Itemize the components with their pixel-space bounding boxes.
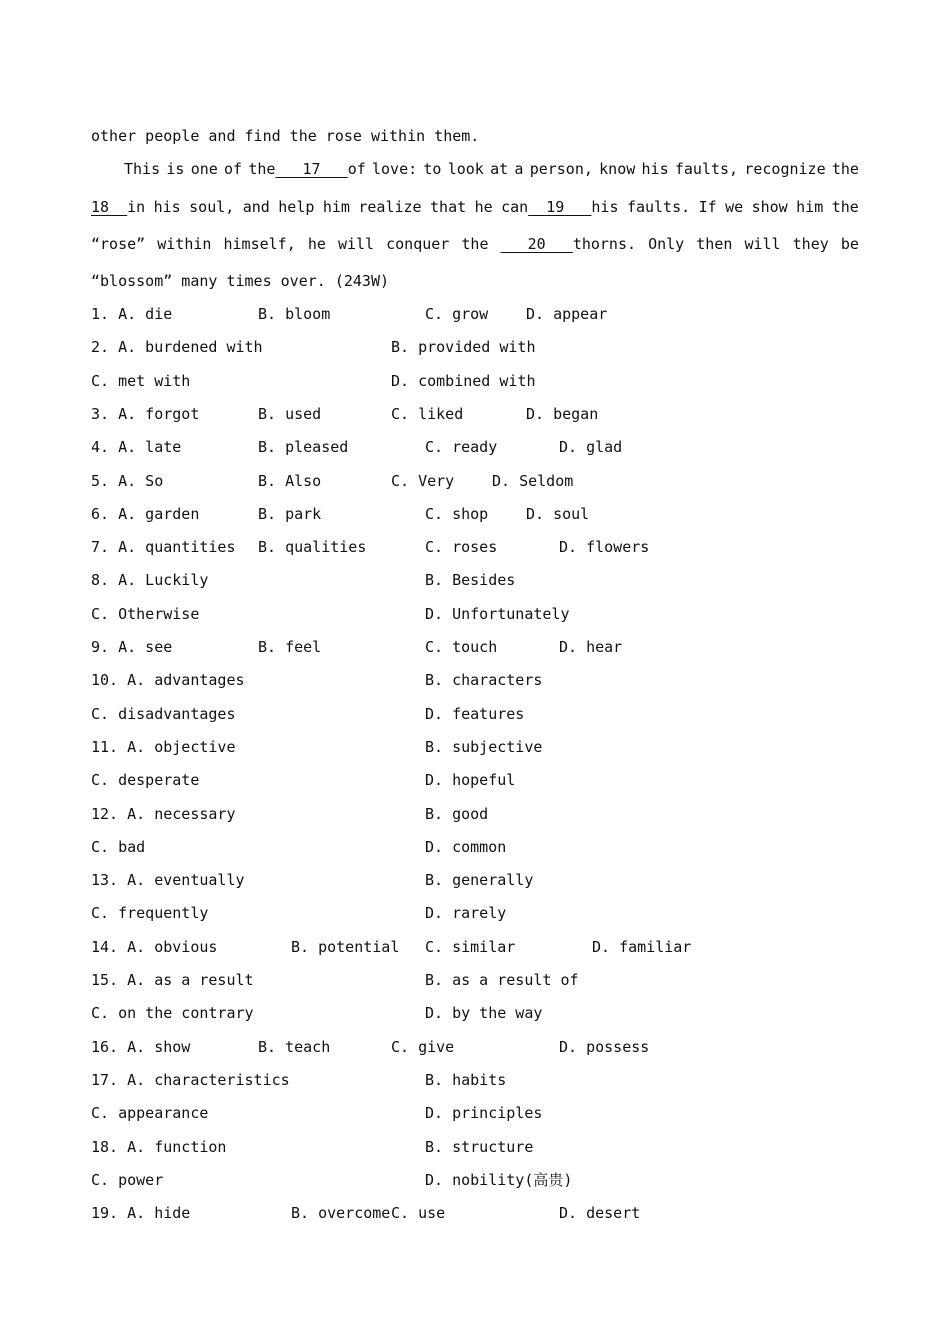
blank-19: 19 <box>528 198 592 216</box>
passage-word: that <box>430 198 467 216</box>
passage-blank-group <box>248 159 365 179</box>
answer-option: D. desert <box>559 1204 641 1222</box>
passage-word: him <box>796 198 824 216</box>
passage-word: we <box>725 198 744 216</box>
answer-option: 12. A. necessary <box>91 805 236 823</box>
answer-option: 5. A. So <box>91 472 164 490</box>
passage-word: person, <box>529 160 593 178</box>
answer-option: B. feel <box>258 638 322 656</box>
answer-option: 1. A. die <box>91 305 173 323</box>
answer-option: 14. A. obvious <box>91 938 218 956</box>
answer-option: D. Unfortunately <box>425 605 570 623</box>
passage-word: of <box>347 160 366 178</box>
answer-option: 9. A. see <box>91 638 173 656</box>
answer-option: B. generally <box>425 871 534 889</box>
passage-word: conquer <box>386 235 450 253</box>
passage-word: Only <box>648 235 685 253</box>
passage-word: his <box>591 198 619 216</box>
passage-word: “rose” <box>91 235 146 253</box>
answer-option: B. pleased <box>258 438 349 456</box>
passage-word: then <box>696 235 733 253</box>
passage-line-0: other people and find the rose within them. <box>91 127 480 145</box>
answer-option: B. bloom <box>258 305 331 323</box>
passage-word: his <box>641 160 669 178</box>
answer-option: B. teach <box>258 1038 331 1056</box>
passage-line-1 <box>124 159 859 179</box>
answer-option: C. disadvantages <box>91 705 236 723</box>
answer-option: B. provided with <box>391 338 536 356</box>
answer-option: D. began <box>526 405 599 423</box>
passage-word: be <box>840 235 859 253</box>
passage-word: recognize <box>744 160 826 178</box>
answer-option: B. characters <box>425 671 543 689</box>
answer-option: C. ready <box>425 438 498 456</box>
answer-option: B. subjective <box>425 738 543 756</box>
answer-option: D. rarely <box>425 904 507 922</box>
answer-option: D. principles <box>425 1104 543 1122</box>
blank-17: 17 <box>275 160 348 178</box>
answer-option: B. as a result of <box>425 971 579 989</box>
answer-option: D. possess <box>559 1038 650 1056</box>
answer-option: C. roses <box>425 538 498 556</box>
answer-option: C. met with <box>91 372 191 390</box>
answer-option: 17. A. characteristics <box>91 1071 290 1089</box>
answer-option: B. structure <box>425 1138 534 1156</box>
answer-option: C. touch <box>425 638 498 656</box>
answer-option: D. soul <box>526 505 590 523</box>
answer-option: D. common <box>425 838 507 856</box>
passage-line-3 <box>91 234 859 254</box>
passage-word: is <box>166 160 185 178</box>
answer-option: D. hopeful <box>425 771 516 789</box>
answer-option: C. desperate <box>91 771 200 789</box>
answer-option: C. Otherwise <box>91 605 200 623</box>
passage-word: the <box>248 160 276 178</box>
answer-option: B. Also <box>258 472 322 490</box>
answer-option: C. power <box>91 1171 164 1189</box>
passage-word: realize <box>358 198 422 216</box>
answer-option: 18. A. function <box>91 1138 227 1156</box>
answer-option: C. give <box>391 1038 455 1056</box>
passage-word: the <box>831 198 859 216</box>
answer-option: C. use <box>391 1204 446 1222</box>
answer-option: B. habits <box>425 1071 507 1089</box>
answer-option: 7. A. quantities <box>91 538 236 556</box>
passage-word: at <box>490 160 509 178</box>
answer-option: 10. A. advantages <box>91 671 245 689</box>
passage-word: within <box>157 235 212 253</box>
answer-option: 15. A. as a result <box>91 971 254 989</box>
answer-option: 6. A. garden <box>91 505 200 523</box>
passage-word: show <box>751 198 788 216</box>
answer-option: D. hear <box>559 638 623 656</box>
answer-option: B. park <box>258 505 322 523</box>
passage-word: they <box>792 235 829 253</box>
answer-option: 13. A. eventually <box>91 871 245 889</box>
answer-option: B. good <box>425 805 489 823</box>
passage-line-4: “blossom” many times over. (243W) <box>91 272 390 290</box>
passage-word: will <box>744 235 781 253</box>
passage-word: he <box>474 198 493 216</box>
passage-word: thorns. <box>572 235 637 253</box>
passage-word: of <box>224 160 243 178</box>
blank-20: 20 <box>500 235 573 253</box>
passage-word: faults, <box>674 160 739 178</box>
passage-word: him <box>322 198 350 216</box>
answer-option: D. glad <box>559 438 623 456</box>
answer-option: B. used <box>258 405 322 423</box>
passage-blank-group <box>91 197 145 217</box>
passage-word: This <box>124 160 161 178</box>
answer-option: D. by the way <box>425 1004 543 1022</box>
answer-option: B. Besides <box>425 571 516 589</box>
answer-option: 16. A. show <box>91 1038 191 1056</box>
passage-word: will <box>337 235 375 253</box>
passage-word: his <box>153 198 181 216</box>
passage-word: know <box>599 160 636 178</box>
answer-option: 11. A. objective <box>91 738 236 756</box>
answer-option: B. overcome <box>291 1204 391 1222</box>
answer-option: D. features <box>425 705 525 723</box>
passage-word: he <box>307 235 326 253</box>
passage-word: to <box>423 160 442 178</box>
passage-word: a <box>514 160 524 178</box>
answer-option: C. shop <box>425 505 489 523</box>
passage-word: If <box>698 198 717 216</box>
answer-option: B. potential <box>291 938 400 956</box>
answer-option: D. flowers <box>559 538 650 556</box>
passage-word: in <box>127 198 146 216</box>
passage-line-2 <box>91 197 859 217</box>
answer-option: 8. A. Luckily <box>91 571 209 589</box>
answer-option: C. grow <box>425 305 489 323</box>
answer-option: D. nobility(高贵) <box>425 1171 573 1189</box>
passage-word: help <box>278 198 315 216</box>
answer-option: C. bad <box>91 838 146 856</box>
answer-option: C. similar <box>425 938 516 956</box>
passage-word: look <box>447 160 484 178</box>
answer-option: 2. A. burdened with <box>91 338 263 356</box>
answer-option: 3. A. forgot <box>91 405 200 423</box>
answer-option: D. combined with <box>391 372 536 390</box>
passage-word: himself, <box>223 235 296 253</box>
answer-option: D. Seldom <box>492 472 574 490</box>
answer-option: C. frequently <box>91 904 209 922</box>
answer-option: 4. A. late <box>91 438 182 456</box>
answer-option: B. qualities <box>258 538 367 556</box>
answer-option: 19. A. hide <box>91 1204 191 1222</box>
passage-word: love: <box>372 160 418 178</box>
answer-option: C. liked <box>391 405 464 423</box>
passage-word: the <box>461 235 489 253</box>
passage-blank-group <box>501 234 636 254</box>
passage-word: faults. <box>626 198 691 216</box>
passage-word: and <box>242 198 270 216</box>
passage-word: the <box>831 160 859 178</box>
answer-option: D. appear <box>526 305 608 323</box>
answer-option: C. Very <box>391 472 455 490</box>
answer-option: C. appearance <box>91 1104 209 1122</box>
answer-option: C. on the contrary <box>91 1004 254 1022</box>
blank-18: 18 <box>91 198 128 216</box>
answer-option: D. familiar <box>592 938 692 956</box>
passage-word: one <box>190 160 218 178</box>
passage-blank-group <box>501 197 618 217</box>
passage-word: soul, <box>189 198 235 216</box>
passage-word: can <box>501 198 529 216</box>
